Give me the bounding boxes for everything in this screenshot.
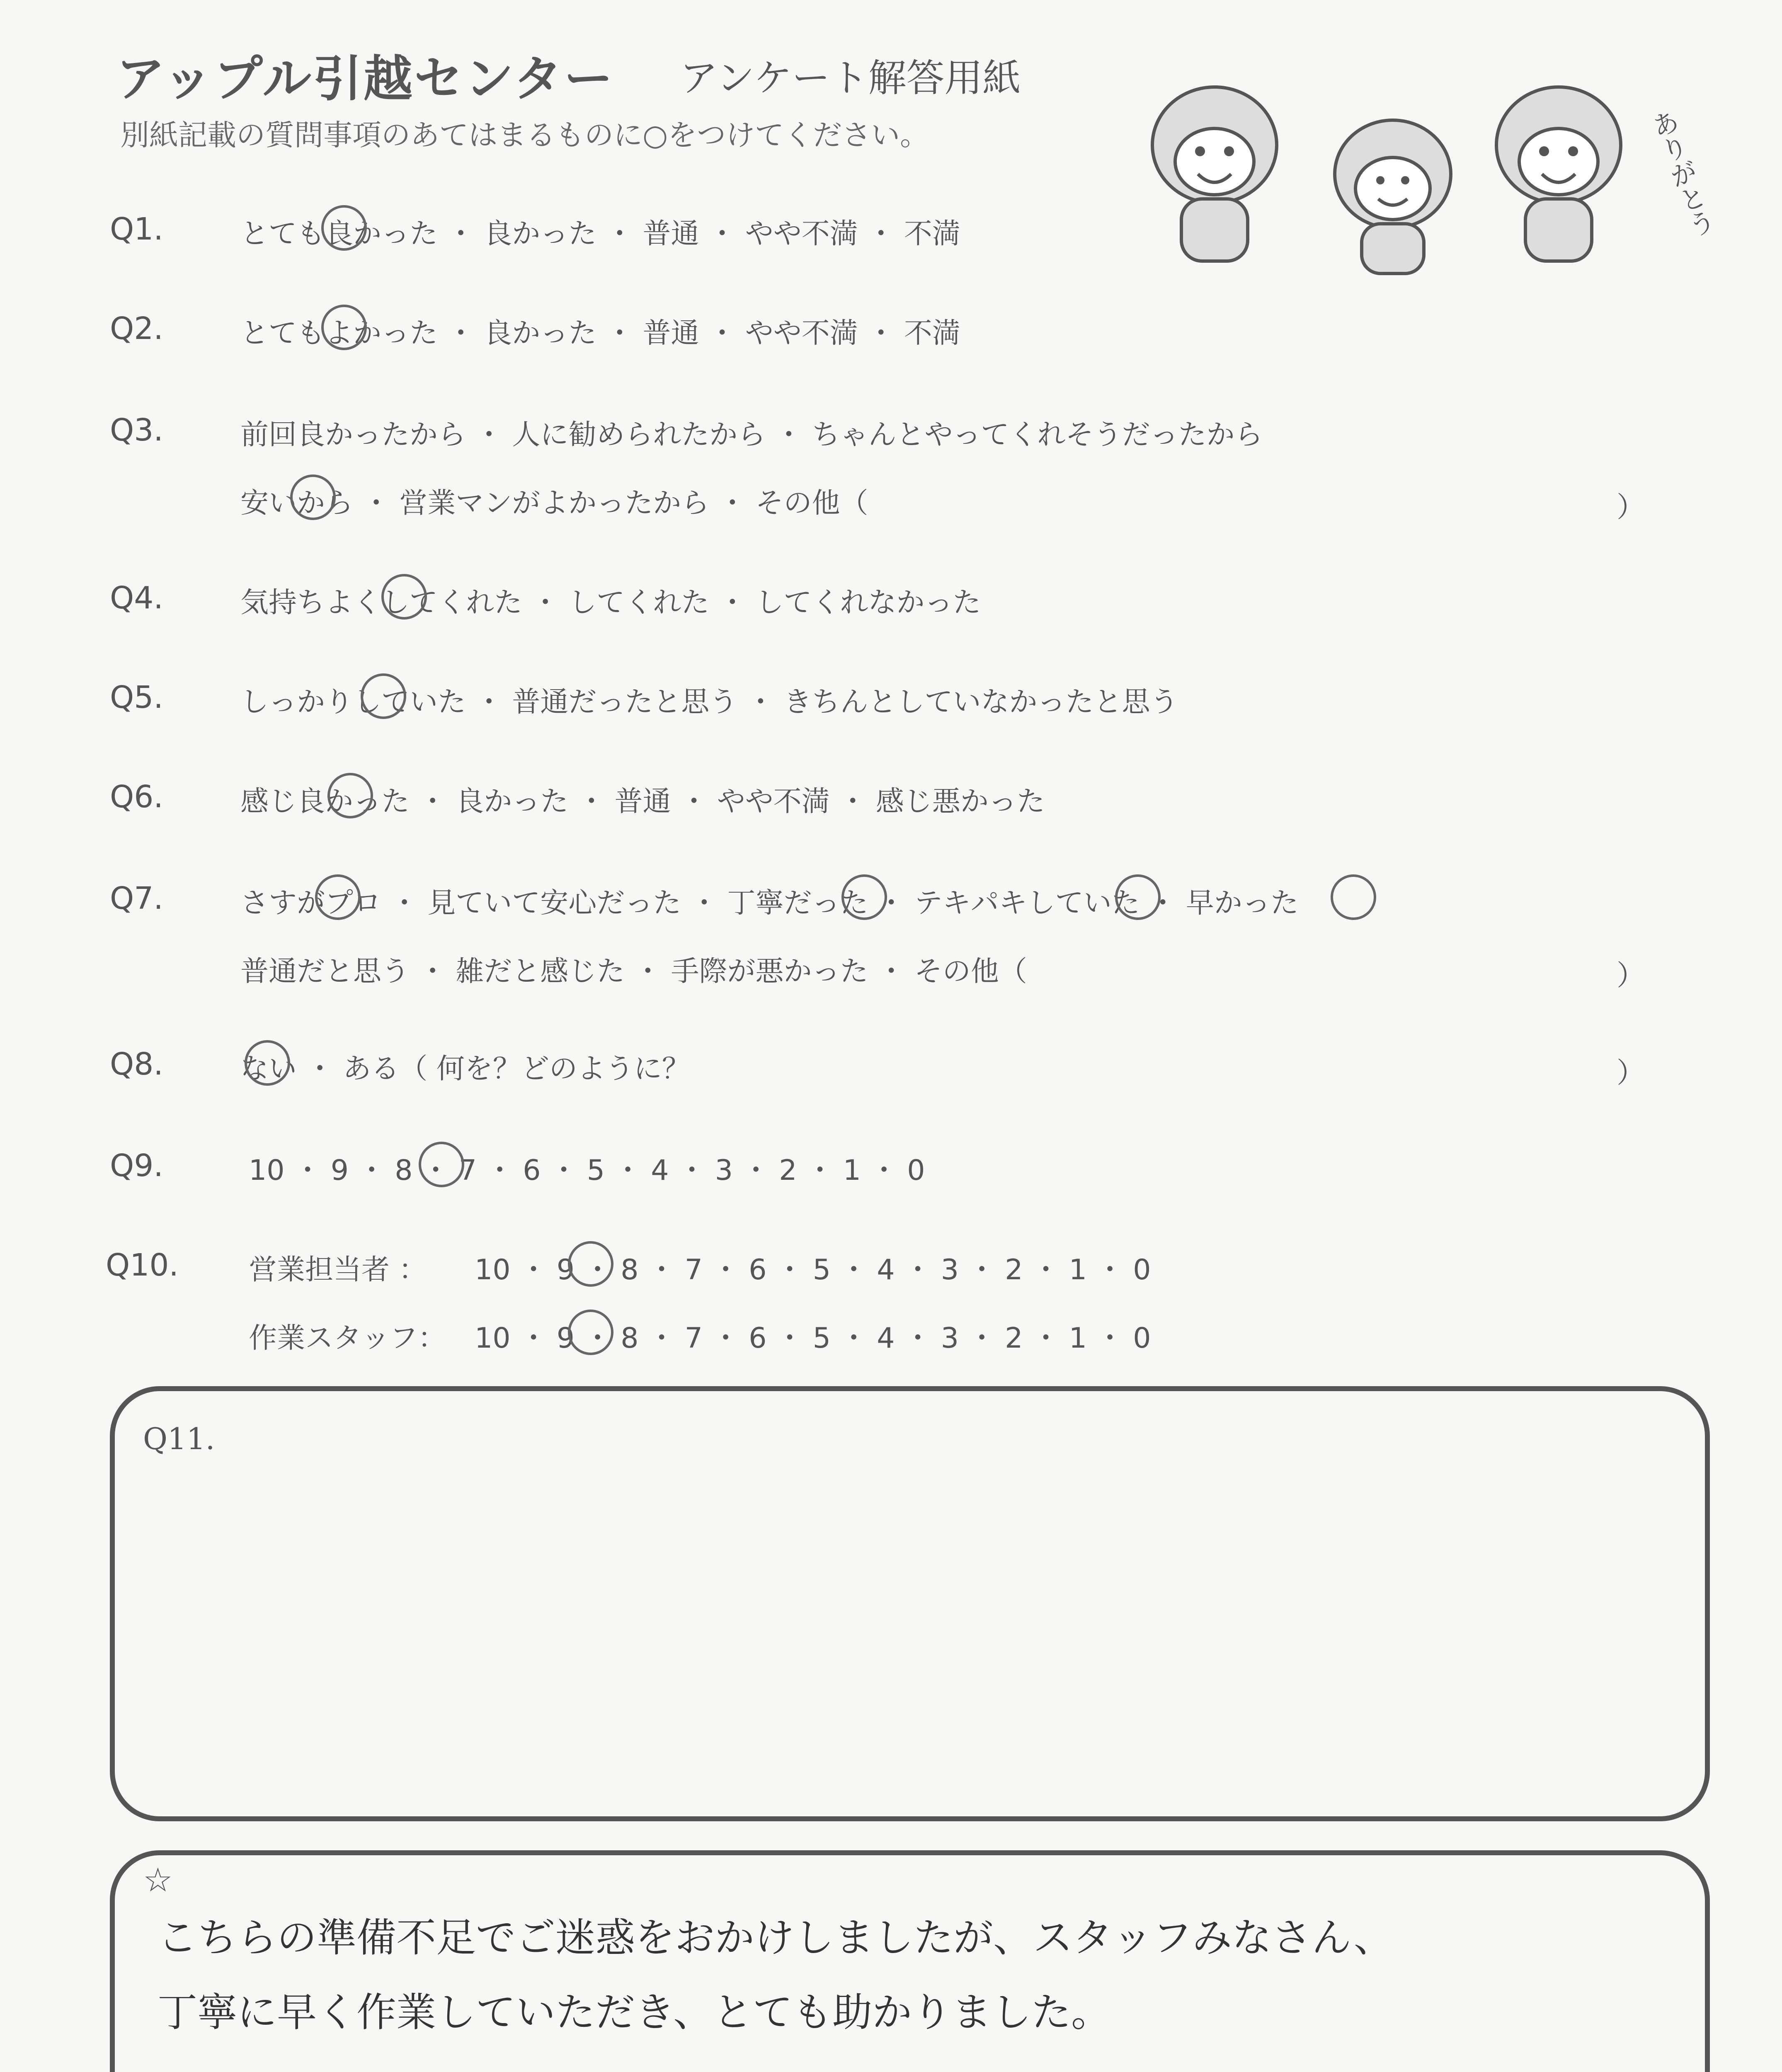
close-paren: ）: [1617, 959, 1645, 992]
answer-circle-mark: [1115, 874, 1161, 920]
q10-row-label: 営業担当者 ：: [249, 1254, 427, 1286]
instructions: 別紙記載の質問事項のあてはまるものに○をつけてください。: [120, 118, 929, 152]
question-label: Q8.: [110, 1046, 163, 1082]
question-options: 普通だと思う ・ 雑だと感じた ・ 手際が悪かった ・ その他（: [240, 955, 1027, 988]
answer-circle-mark: [321, 305, 367, 350]
question-options: 感じ良かった ・ 良かった ・ 普通 ・ やや不満 ・ 感じ悪かった: [240, 785, 1045, 818]
q10-row-label: 作業スタッフ：: [249, 1322, 446, 1355]
question-label: Q4.: [110, 580, 163, 616]
answer-circle-mark: [419, 1142, 464, 1187]
question-options: とても良かった ・ 良かった ・ 普通 ・ やや不満 ・ 不満: [240, 218, 960, 250]
form-subtitle: アンケート解答用紙: [680, 56, 1021, 100]
answer-circle-mark: [327, 773, 373, 818]
answer-circle-mark: [290, 474, 336, 520]
q11-comment-box: [110, 1386, 1710, 1821]
answer-circle-mark: [361, 673, 406, 719]
answer-circle-mark: [841, 874, 887, 920]
answer-circle-mark: [321, 205, 367, 251]
question-label: Q3.: [110, 412, 163, 448]
question-label: Q7.: [110, 881, 163, 916]
question-options: 気持ちよくしてくれた ・ してくれた ・ してくれなかった: [240, 586, 981, 619]
handwritten-comment-line: [158, 2064, 1272, 2072]
handwritten-comment-line: こちらの準備不足でご迷惑をおかけしましたが、スタッフみなさん、: [158, 1915, 1394, 1961]
answer-circle-mark: [315, 874, 361, 920]
question-options: さすがプロ ・ 見ていて安心だった ・ 丁寧だった ・ テキパキしていた ・ 早かった: [240, 887, 1299, 920]
rating-scale: 10 ・ 9 ・ 8 ・ 7 ・ 6 ・ 5 ・ 4 ・ 3 ・ 2 ・ 1 ・ 0: [249, 1154, 925, 1187]
q11-label: Q11.: [143, 1421, 215, 1456]
question-options: とてもよかった ・ 良かった ・ 普通 ・ やや不満 ・ 不満: [240, 317, 960, 350]
question-options: 安いから ・ 営業マンがよかったから ・ その他（: [240, 487, 868, 520]
question-label: Q9.: [110, 1148, 163, 1184]
question-label: Q1.: [110, 211, 163, 247]
question-label: Q10.: [106, 1247, 179, 1283]
monkey-mascot-illustration: [1127, 50, 1700, 282]
question-options: 前回良かったから ・ 人に勧められたから ・ ちゃんとやってくれそうだったから: [240, 419, 1263, 451]
question-options: しっかりしていた ・ 普通だったと思う ・ きちんとしていなかったと思う: [240, 686, 1178, 719]
close-paren: ）: [1617, 491, 1645, 524]
answer-circle-mark: [568, 1241, 613, 1287]
rating-scale: 10 ・ 9 ・ 8 ・ 7 ・ 6 ・ 5 ・ 4 ・ 3 ・ 2 ・ 1 ・ 0: [475, 1254, 1151, 1286]
close-paren: ）: [1617, 1057, 1645, 1089]
mascot-caption: ありがとう: [1644, 106, 1719, 242]
question-label: Q6.: [110, 779, 163, 815]
question-label: Q5.: [110, 680, 163, 715]
answer-circle-mark: [1331, 874, 1376, 920]
star-icon: ☆: [143, 1861, 173, 1899]
question-options: ない ・ ある（ 何を？どのように？: [240, 1053, 690, 1085]
answer-circle-mark: [568, 1310, 613, 1355]
answer-circle-mark: [245, 1040, 290, 1086]
form-title: アップル引越センター: [116, 50, 615, 107]
question-label: Q2.: [110, 311, 163, 346]
answer-circle-mark: [381, 574, 427, 620]
rating-scale: 10 ・ 9 ・ 8 ・ 7 ・ 6 ・ 5 ・ 4 ・ 3 ・ 2 ・ 1 ・ 0: [475, 1322, 1151, 1355]
handwritten-comment-line: 丁寧に早く作業していただき、とても助かりました。: [158, 1989, 1111, 2036]
